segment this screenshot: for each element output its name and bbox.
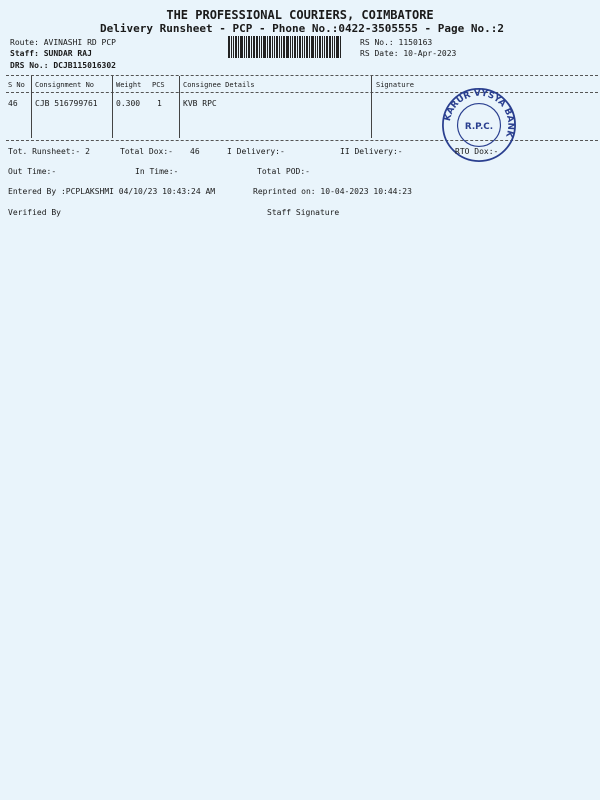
drs-number: DRS No.: DCJB115016302 xyxy=(10,61,116,70)
row-weight: 0.300 xyxy=(116,99,141,108)
out-time: Out Time:- xyxy=(8,167,57,176)
col-header-pcs: PCS xyxy=(152,81,165,89)
barcode-bar xyxy=(311,36,314,58)
barcode-bar xyxy=(269,36,271,58)
col-header-sno: S No xyxy=(8,81,25,89)
in-time: In Time:- xyxy=(135,167,179,176)
barcode-bar xyxy=(334,36,335,58)
barcode-bar xyxy=(248,36,250,58)
barcode-bar xyxy=(304,36,305,58)
barcode-bar xyxy=(322,36,323,58)
barcode-bar xyxy=(317,36,318,58)
barcode-bar xyxy=(251,36,252,58)
col-header-signature: Signature xyxy=(376,81,414,89)
barcode-bar xyxy=(233,36,234,58)
barcode-bar xyxy=(306,36,308,58)
barcode-bar xyxy=(261,36,262,58)
barcode-bar xyxy=(235,36,237,58)
barcode-bar xyxy=(290,36,291,58)
rto-dox: RTO Dox:- xyxy=(455,147,499,156)
barcode xyxy=(228,36,353,58)
barcode-bar xyxy=(238,36,239,58)
barcode-bar xyxy=(283,36,285,58)
barcode-bar xyxy=(246,36,247,58)
barcode-bar xyxy=(240,36,243,58)
verified-by: Verified By xyxy=(8,208,61,217)
total-pod: Total POD:- xyxy=(257,167,310,176)
total-dox-label: Total Dox:- xyxy=(120,147,173,156)
ii-delivery: II Delivery:- xyxy=(340,147,403,156)
stamp-inner-text: R.P.C. xyxy=(464,121,494,132)
col-header-consignee: Consignee Details xyxy=(183,81,255,89)
stamp-text: KARUR VYSYA BANK xyxy=(442,88,516,139)
reprinted-on: Reprinted on: 10-04-2023 10:44:23 xyxy=(253,187,412,196)
row-sno: 46 xyxy=(8,99,18,108)
route-label: Route: AVINASHI RD PCP xyxy=(10,38,116,47)
barcode-bar xyxy=(286,36,289,58)
barcode-bar xyxy=(302,36,303,58)
rs-date: RS Date: 10-Apr-2023 xyxy=(360,49,457,58)
runsheet-subtitle: Delivery Runsheet - PCP - Phone No.:0422-3505555 - Page No.:2 xyxy=(100,22,504,35)
barcode-bar xyxy=(292,36,293,58)
barcode-bar xyxy=(294,36,296,58)
barcode-bar xyxy=(274,36,275,58)
barcode-bar xyxy=(253,36,255,58)
row-pcs: 1 xyxy=(157,99,162,108)
column-divider xyxy=(179,76,180,138)
barcode-bar xyxy=(315,36,316,58)
company-title: THE PROFESSIONAL COURIERS, COIMBATORE xyxy=(166,8,434,22)
barcode-bar xyxy=(329,36,331,58)
col-header-weight: Weight xyxy=(116,81,142,89)
staff-signature: Staff Signature xyxy=(267,208,340,217)
barcode-bar xyxy=(340,36,341,58)
entered-by: Entered By :PCPLAKSHMI 04/10/23 10:43:24 AM xyxy=(8,187,216,196)
barcode-bar xyxy=(267,36,268,58)
barcode-bar xyxy=(299,36,301,58)
total-dox-value: 46 xyxy=(190,147,200,156)
column-divider xyxy=(31,76,32,138)
barcode-bar xyxy=(297,36,298,58)
barcode-bar xyxy=(279,36,280,58)
barcode-bar xyxy=(244,36,245,58)
tot-runsheet: Tot. Runsheet:- 2 xyxy=(8,147,90,156)
col-header-consignment: Consignment No xyxy=(35,81,95,89)
barcode-bar xyxy=(332,36,333,58)
barcode-bar xyxy=(309,36,310,58)
staff-label: Staff: SUNDAR RAJ xyxy=(10,49,92,58)
barcode-bar xyxy=(228,36,230,58)
rs-number: RS No.: 1150163 xyxy=(360,38,433,47)
row-consignment: CJB 516799761 xyxy=(35,99,98,108)
column-divider xyxy=(371,76,372,138)
barcode-bar xyxy=(256,36,258,58)
barcode-bar xyxy=(259,36,260,58)
barcode-bar xyxy=(272,36,273,58)
row-consignee: KVB RPC xyxy=(183,99,217,108)
column-divider xyxy=(112,76,113,138)
barcode-bar xyxy=(276,36,278,58)
barcode-bar xyxy=(336,36,339,58)
barcode-bar xyxy=(263,36,266,58)
i-delivery: I Delivery:- xyxy=(227,147,285,156)
barcode-bar xyxy=(319,36,321,58)
barcode-bar xyxy=(324,36,325,58)
barcode-bar xyxy=(231,36,232,58)
barcode-bar xyxy=(326,36,328,58)
table-top-rule xyxy=(6,75,598,76)
barcode-bar xyxy=(281,36,282,58)
